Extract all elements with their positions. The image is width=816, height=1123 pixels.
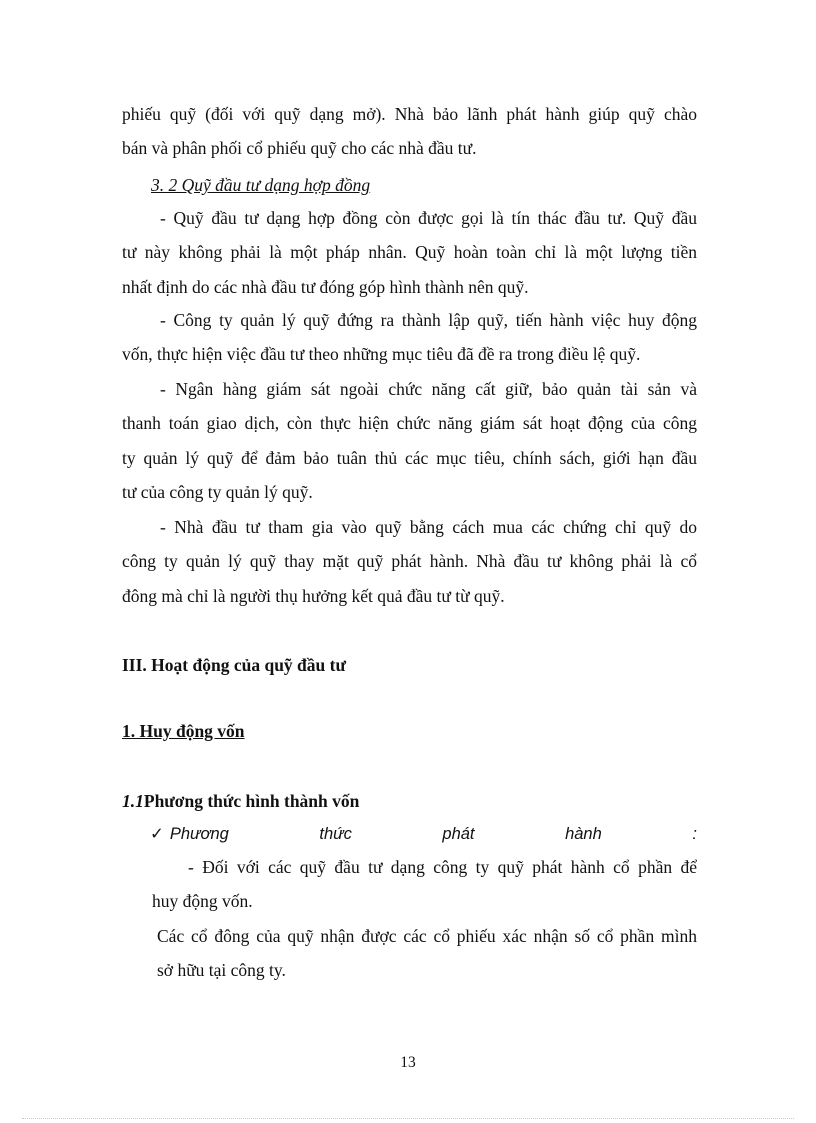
- checklist-word: phát: [442, 825, 475, 843]
- text-line: tư của công ty quản lý quỹ.: [122, 482, 313, 503]
- heading-text: Phương thức hình thành vốn: [143, 791, 360, 811]
- checklist-word: ✓ Phương: [150, 824, 229, 843]
- checklist-word: thức: [319, 825, 352, 843]
- paragraph-contract-fund: [122, 201, 697, 304]
- subheading-3-2: 3. 2 Quỹ đầu tư dạng hợp đồng: [151, 175, 371, 195]
- heading-section-III: III. Hoạt động của quỹ đầu tư: [122, 655, 346, 675]
- paragraph-management-company: [122, 303, 697, 372]
- text-line: - Nhà đầu tư tham gia vào quỹ bằng cách mua các chứng chỉ quỹ do: [160, 517, 697, 537]
- checklist-word: :: [692, 825, 697, 843]
- checklist-item-issuance-method: [150, 823, 697, 845]
- text-line: thanh toán giao dịch, còn thực hiện chức năng giám sát hoạt động của công: [122, 413, 697, 434]
- text-line: công ty quản lý quỹ thay mặt quỹ phát hành. Nhà đầu tư không phải là cổ: [122, 551, 697, 572]
- text-line: - Công ty quản lý quỹ đứng ra thành lập quỹ, tiến hành việc huy động: [160, 310, 697, 330]
- heading-number: 1.1: [122, 791, 144, 811]
- paragraph-intro: [122, 97, 697, 166]
- text-line: sở hữu tại công ty.: [157, 960, 286, 981]
- text-line: tư này không phải là một pháp nhân. Quỹ hoàn toàn chỉ là một lượng tiền: [122, 242, 697, 263]
- paragraph-supervising-bank: [122, 372, 697, 510]
- text-line: nhất định do các nhà đầu tư đóng góp hình thành nên quỹ.: [122, 276, 529, 297]
- heading-1-capital-mobilization: 1. Huy động vốn: [122, 721, 245, 741]
- text-line: - Đối với các quỹ đầu tư dạng công ty quỹ phát hành cổ phần để: [188, 857, 697, 877]
- heading-1-1: [122, 791, 359, 811]
- page-border-divider: [22, 1118, 794, 1119]
- text-line: Các cổ đông của quỹ nhận được các cổ phiếu xác nhận số cổ phần mình: [157, 926, 697, 946]
- text-line: ty quản lý quỹ để đảm bảo tuân thủ các mục tiêu, chính sách, giới hạn đầu: [122, 447, 697, 468]
- page-number: 13: [400, 1054, 416, 1071]
- text-line: - Quỹ đầu tư dạng hợp đồng còn được gọi là tín thác đầu tư. Quỹ đầu: [160, 208, 697, 228]
- text-line: - Ngân hàng giám sát ngoài chức năng cất giữ, bảo quản tài sản và: [160, 379, 697, 399]
- paragraph-shareholders: [157, 919, 697, 988]
- checkmark-icon: ✓: [150, 824, 164, 843]
- paragraph-investor: [122, 510, 697, 613]
- text-line: đông mà chỉ là người thụ hưởng kết quả đầu tư từ quỹ.: [122, 585, 505, 606]
- text-line: bán và phân phối cổ phiếu quỹ cho các nhà đầu tư.: [122, 138, 477, 159]
- paragraph-share-issuance: [152, 850, 697, 919]
- text-line: vốn, thực hiện việc đầu tư theo những mục tiêu đã đề ra trong điều lệ quỹ.: [122, 344, 641, 365]
- checklist-word: hành: [565, 825, 602, 843]
- text-line: phiếu quỹ (đối với quỹ dạng mở). Nhà bảo lãnh phát hành giúp quỹ chào: [122, 104, 697, 124]
- text-line: huy động vốn.: [152, 891, 253, 912]
